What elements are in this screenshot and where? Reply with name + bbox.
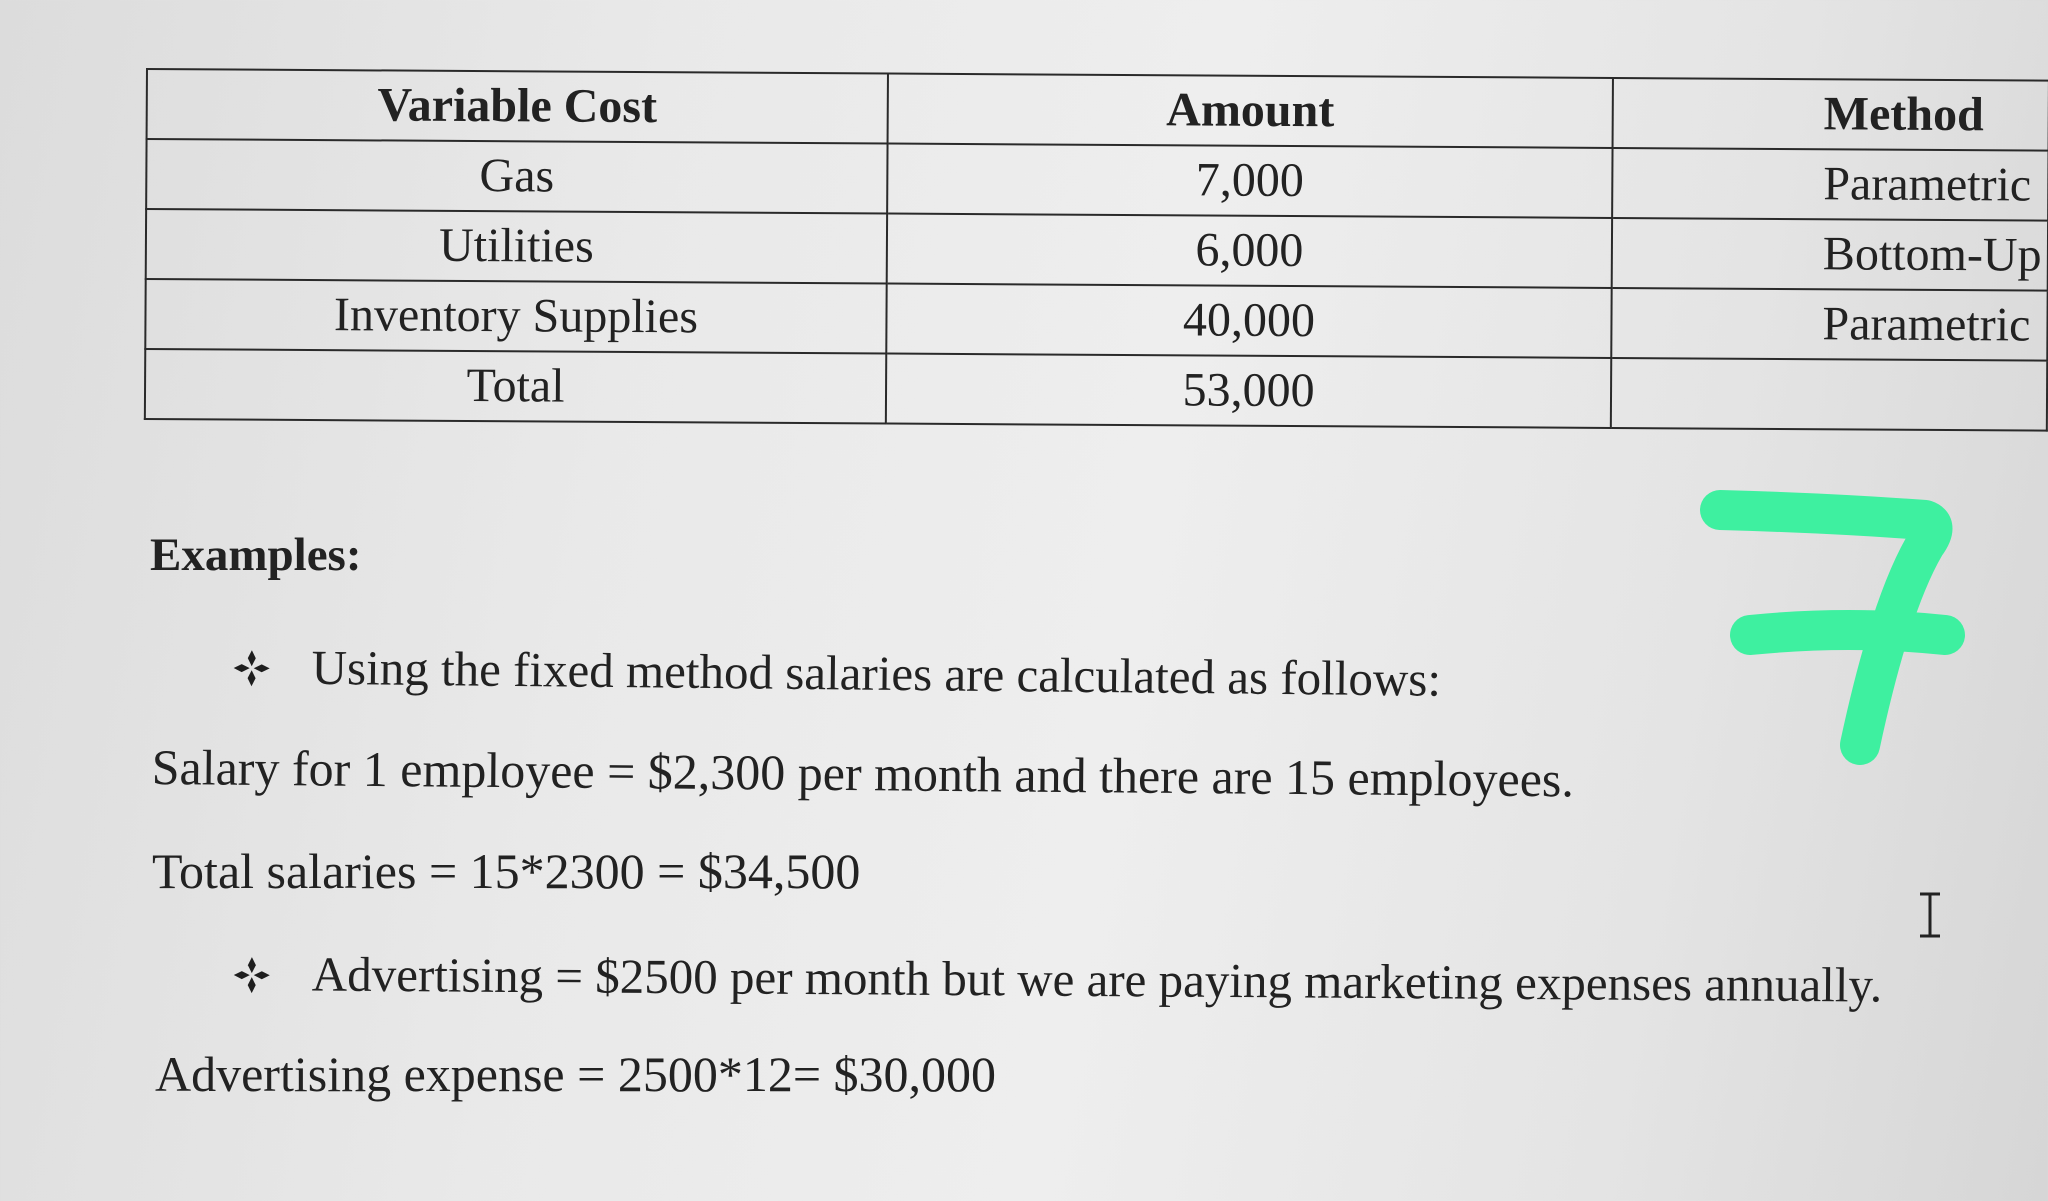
cell-method: Parametric xyxy=(1611,288,2047,361)
table-row xyxy=(146,209,2048,291)
table-row xyxy=(145,279,2047,361)
handwritten-seven-annotation xyxy=(1690,485,1970,775)
cell-amount: 7,000 xyxy=(887,144,1612,218)
salary-line: Salary for 1 employee = $2,300 per month and there are 15 employees. xyxy=(151,738,1575,808)
header-method: Method xyxy=(1613,78,2048,151)
bullet-item-fixed-method xyxy=(231,638,1441,708)
diamond-bullet-icon xyxy=(232,955,290,1003)
cell-total-amount: 53,000 xyxy=(886,354,1611,428)
bullet-item-advertising xyxy=(232,945,1883,1014)
examples-heading: Examples: xyxy=(150,529,362,581)
variable-cost-table xyxy=(144,68,2048,432)
table-row xyxy=(146,139,2048,221)
cell-item: Utilities xyxy=(146,209,887,284)
cell-method: Bottom-Up xyxy=(1612,218,2048,291)
cell-amount: 40,000 xyxy=(886,284,1611,358)
cell-method: Parametric xyxy=(1612,148,2048,221)
table-header-row xyxy=(147,69,2048,151)
advertising-expense-line: Advertising expense = 2500*12= $30,000 xyxy=(155,1046,997,1102)
bullet-text: Advertising = $2500 per month but we are paying marketing expenses annually. xyxy=(311,946,1883,1013)
text-cursor-icon xyxy=(1910,890,1950,940)
cell-amount: 6,000 xyxy=(887,214,1612,288)
total-salaries-line: Total salaries = 15*2300 = $34,500 xyxy=(152,843,861,899)
cell-total-label: Total xyxy=(145,349,886,424)
diamond-bullet-icon xyxy=(231,648,289,697)
header-variable-cost: Variable Cost xyxy=(147,69,888,144)
header-amount: Amount xyxy=(888,74,1613,148)
cell-item: Gas xyxy=(146,139,887,214)
cell-method-empty xyxy=(1611,358,2047,431)
bullet-text: Using the fixed method salaries are calculated as follows: xyxy=(311,639,1442,707)
table-total-row xyxy=(145,349,2047,431)
cell-item: Inventory Supplies xyxy=(145,279,886,354)
